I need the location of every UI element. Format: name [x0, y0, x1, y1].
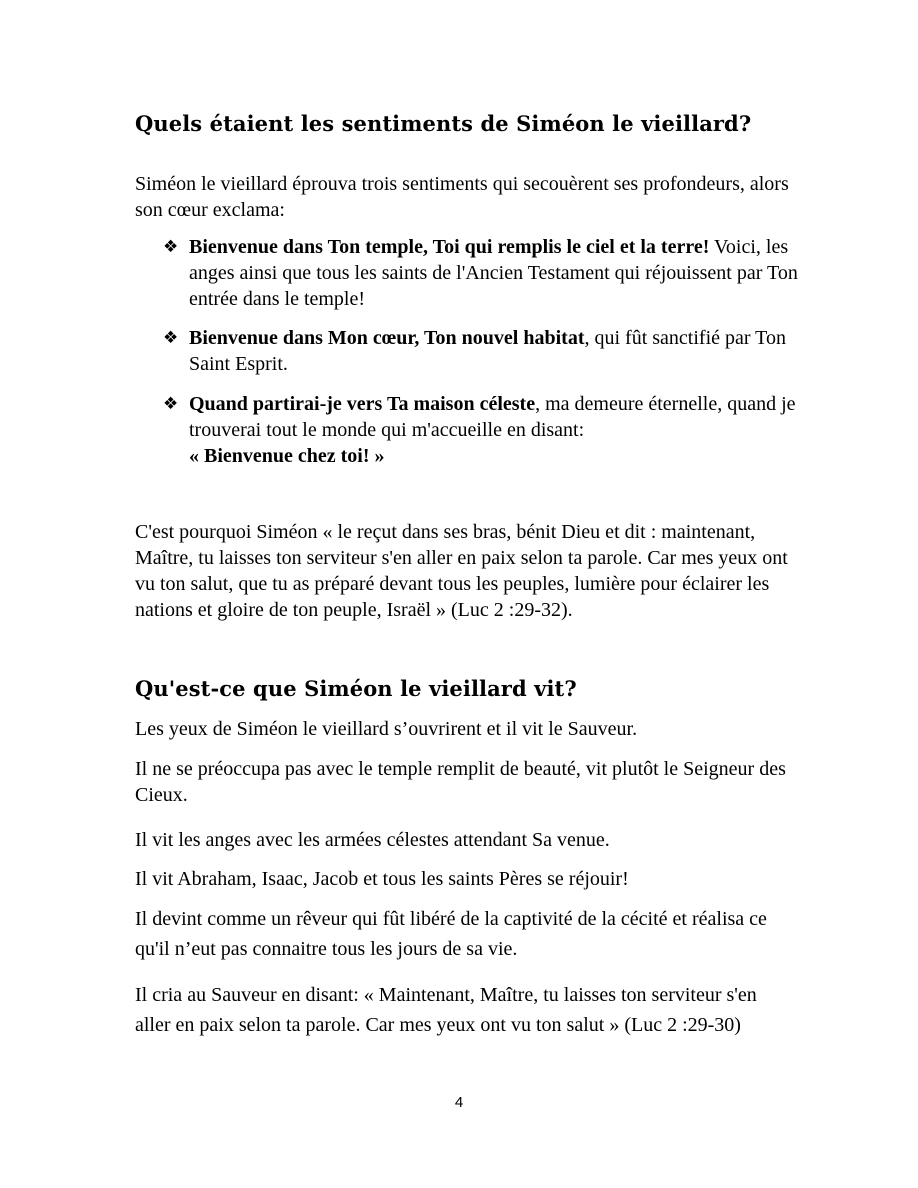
bullet-bold-end-3: « Bienvenue chez toi! »: [189, 445, 385, 467]
paragraph-3: Il vit les anges avec les armées célestes attendant Sa venue.: [135, 829, 610, 851]
bullet-text-2: [189, 325, 809, 377]
paragraph-2: Il ne se préoccupa pas avec le temple remplit de beauté, vit plutôt le Seigneur des Cieux.: [135, 758, 786, 806]
bullet-bold-3: Quand partirai-je vers Ta maison céleste: [189, 393, 536, 415]
diamond-bullet-icon: ❖: [163, 237, 179, 257]
diamond-bullet-icon: ❖: [163, 394, 179, 414]
closing-paragraph: C'est pourquoi Siméon « le reçut dans ses bras, bénit Dieu et dit : maintenant, Maître, tu laisses ton serviteur s'en aller en paix selon ta parole. Car mes yeux ont vu ton salut, que tu as préparé devant tous les peuples, lumière pour éclairer les nations et gloire de ton peuple, Israël » (Luc 2 :29-32).: [135, 521, 788, 621]
section-title-sentiments: Quels étaient les sentiments de Siméon le vieillard?: [135, 111, 752, 136]
bullet-rest-1: Voici, les anges ainsi que tous les saints de l'Ancien Testament qui réjouissent par Ton entrée dans le temple!: [189, 236, 798, 310]
diamond-bullet-icon: ❖: [163, 328, 179, 348]
bullet-text-1: [189, 234, 809, 312]
bullet-bold-2: Bienvenue dans Mon cœur, Ton nouvel habitat: [189, 327, 585, 349]
paragraph-1: Les yeux de Siméon le vieillard s’ouvrirent et il vit le Sauveur.: [135, 718, 638, 740]
bullet-rest-2: , qui fût sanctifié par Ton Saint Esprit.: [189, 327, 786, 375]
bullet-bold-1: Bienvenue dans Ton temple, Toi qui remplis le ciel et la terre!: [189, 236, 710, 258]
intro-paragraph: Siméon le vieillard éprouva trois sentiments qui secouèrent ses profondeurs, alors son cœur exclama:: [135, 173, 789, 221]
paragraph-6: Il cria au Sauveur en disant: « Maintenant, Maître, tu laisses ton serviteur s'en aller en paix selon ta parole. Car mes yeux ont vu ton salut » (Luc 2 :29-30): [135, 984, 757, 1036]
paragraph-4: Il vit Abraham, Isaac, Jacob et tous les saints Pères se réjouir!: [135, 868, 629, 890]
bullet-text-3: [189, 391, 809, 469]
bullet-rest-3: , ma demeure éternelle, quand je trouverai tout le monde qui m'accueille en disant:: [189, 393, 796, 441]
section-title-vit: Qu'est-ce que Siméon le vieillard vit?: [135, 676, 577, 701]
page-number: 4: [454, 1094, 464, 1111]
paragraph-5: Il devint comme un rêveur qui fût libéré de la captivité de la cécité et réalisa ce qu'il n’eut pas connaitre tous les jours de sa vie.: [135, 908, 767, 960]
